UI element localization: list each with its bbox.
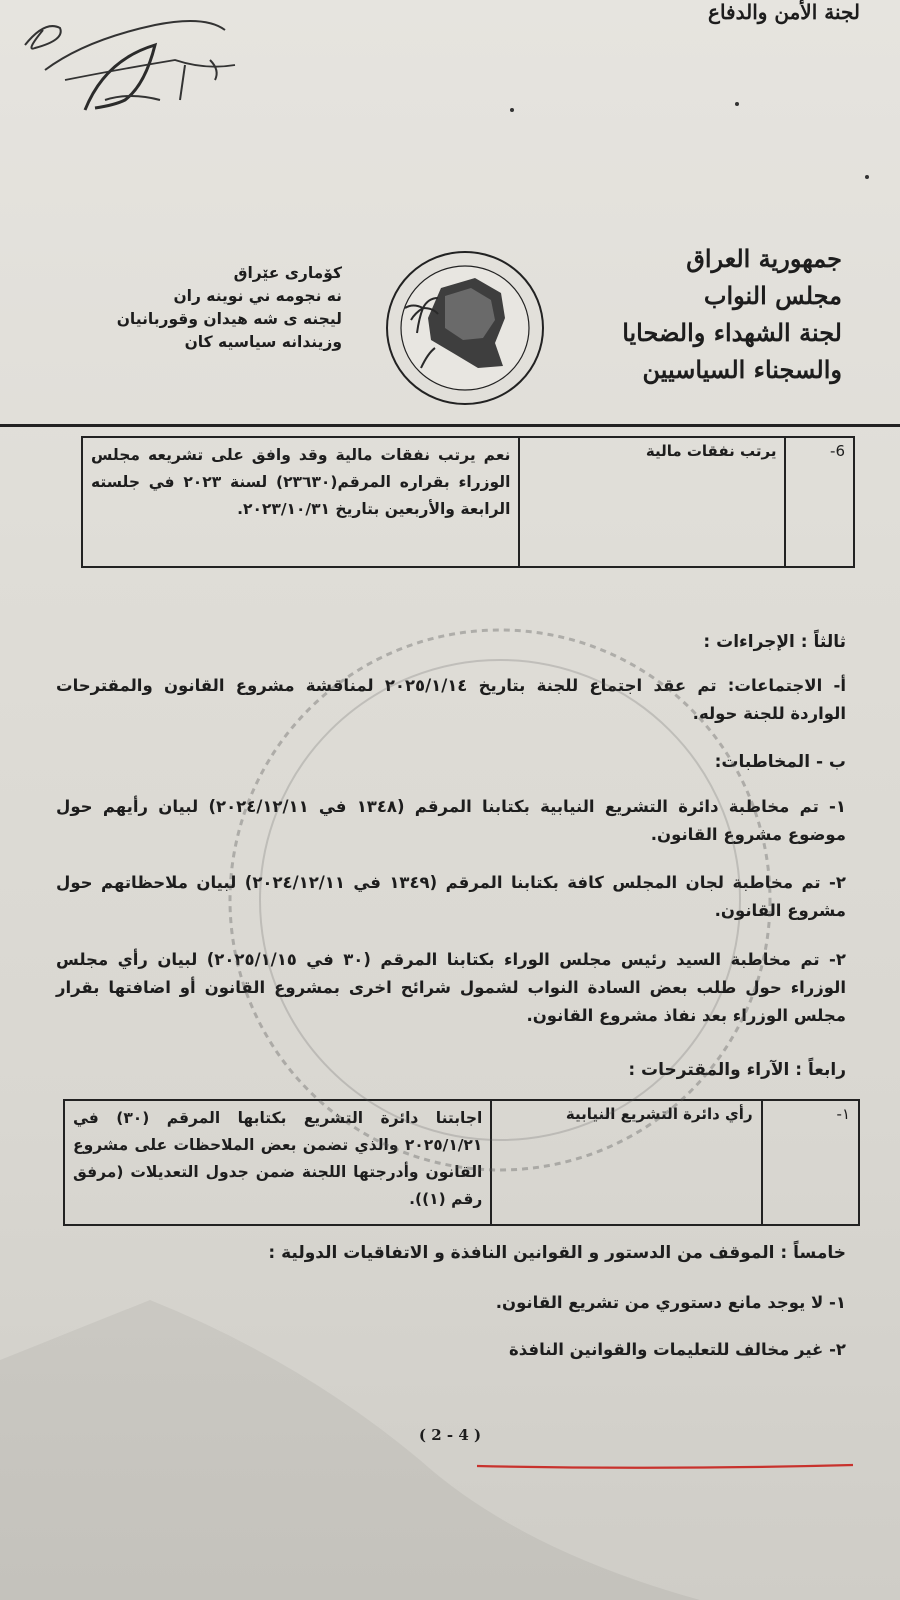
row-subject: يرتب نفقات مالية (519, 437, 785, 567)
constitution-item: ١- لا يوجد مانع دستوري من تشريع القانون. (495, 1293, 846, 1312)
correspondence-item: ٢- تم مخاطبة السيد رئيس مجلس الوراء بكتابنا المرقم (٣٠ في ٢٠٢٥/١/١٥) لبيان رأي مجلس الوزراء حول طلب بعض السادة النواب لشمول شرائح اخرى بمشروع القانون أو اضافتها بقرار مجلس الوزراء بعد نفاذ مشروع القانون. (56, 950, 846, 1025)
top-heading: لجنة الأمن والدفاع (708, 0, 860, 24)
red-underline (475, 1463, 855, 1471)
correspondence-item: ١- تم مخاطبة دائرة التشريع النيابية بكتابنا المرقم (١٣٤٨ في ٢٠٢٤/١٢/١١) لبيان رأيهم حول موضوع مشروع القانون. (56, 797, 846, 844)
letterhead-line: جمهورية العراق (686, 244, 842, 273)
correspondence-item: ٢- تم مخاطبة لجان المجلس كافة بكتابنا المرقم (١٣٤٩ في ٢٠٢٤/١٢/١١) لبيان ملاحظاتهم حول مشروع القانون. (56, 873, 846, 920)
subsection-title: ب - المخاطبات: (714, 752, 846, 772)
letterhead-line: لجنة الشهداء والضحايا (622, 318, 842, 347)
letterhead-line: مجلس النواب (703, 281, 842, 310)
handwritten-signature (5, 0, 245, 130)
constitution-item: ٢- غير مخالف للتعليمات والقوانين النافذة (509, 1340, 846, 1359)
letterhead-line: كۆماری عێراق (233, 264, 342, 282)
row-description: نعم يرتب نفقات مالية وقد وافق على تشريعه مجلس الوزراء بقراره المرقم(٢٣٦٣٠) لسنة ٢٠٢٣ في جلسته الرابعة والأربعين بتاريخ ٢٠٢٣/١٠/٣١. (82, 437, 519, 567)
row-number: ١- (762, 1100, 859, 1225)
letterhead-line: والسجناء السياسيين (642, 355, 842, 384)
section-title: خامساً : الموقف من الدستور و القوانين النافذة و الاتفاقيات الدولية : (268, 1243, 846, 1263)
parliament-logo (383, 248, 548, 408)
opinions-table (63, 1099, 860, 1226)
table-row (82, 437, 854, 567)
header-rule (0, 424, 900, 427)
letterhead-line: وزيندانه سياسيه كان (184, 333, 342, 351)
section-title: رابعاً : الآراء والمقترحات : (628, 1060, 846, 1080)
meetings-label: أ- الاجتماعات: (727, 676, 846, 695)
letterhead-line: نه نجومه ني نوينه ران (173, 287, 342, 305)
meetings-paragraph (56, 672, 846, 728)
row-number: 6- (785, 437, 854, 567)
letterhead-line: ليجنه ى شه هيدان وقوربانيان (116, 310, 342, 328)
financial-table (81, 436, 855, 568)
row-subject: رأي دائرة التشريع النيابية (491, 1100, 761, 1225)
meetings-text: تم عقد اجتماع للجنة بتاريخ ٢٠٢٥/١/١٤ لمناقشة مشروع القانون والمقترحات الواردة للجنة حوله. (56, 676, 846, 723)
speck (510, 108, 514, 112)
speck (735, 102, 739, 106)
letterhead-kurdish (112, 262, 342, 354)
section-title: ثالثاً : الإجراءات : (703, 632, 846, 652)
row-description: اجابتنا دائرة التشريع بكتابها المرقم (٣٠) في ٢٠٢٥/١/٢١ والذي تضمن بعض الملاحظات على مشروع القانون وأدرجتها اللجنة ضمن جدول التعديلات (مرفق رقم (١)). (64, 1100, 491, 1225)
table-row (64, 1100, 859, 1225)
page-number: ( 2 - 4 ) (418, 1426, 482, 1444)
speck (865, 175, 869, 179)
letterhead-arabic (562, 240, 842, 388)
